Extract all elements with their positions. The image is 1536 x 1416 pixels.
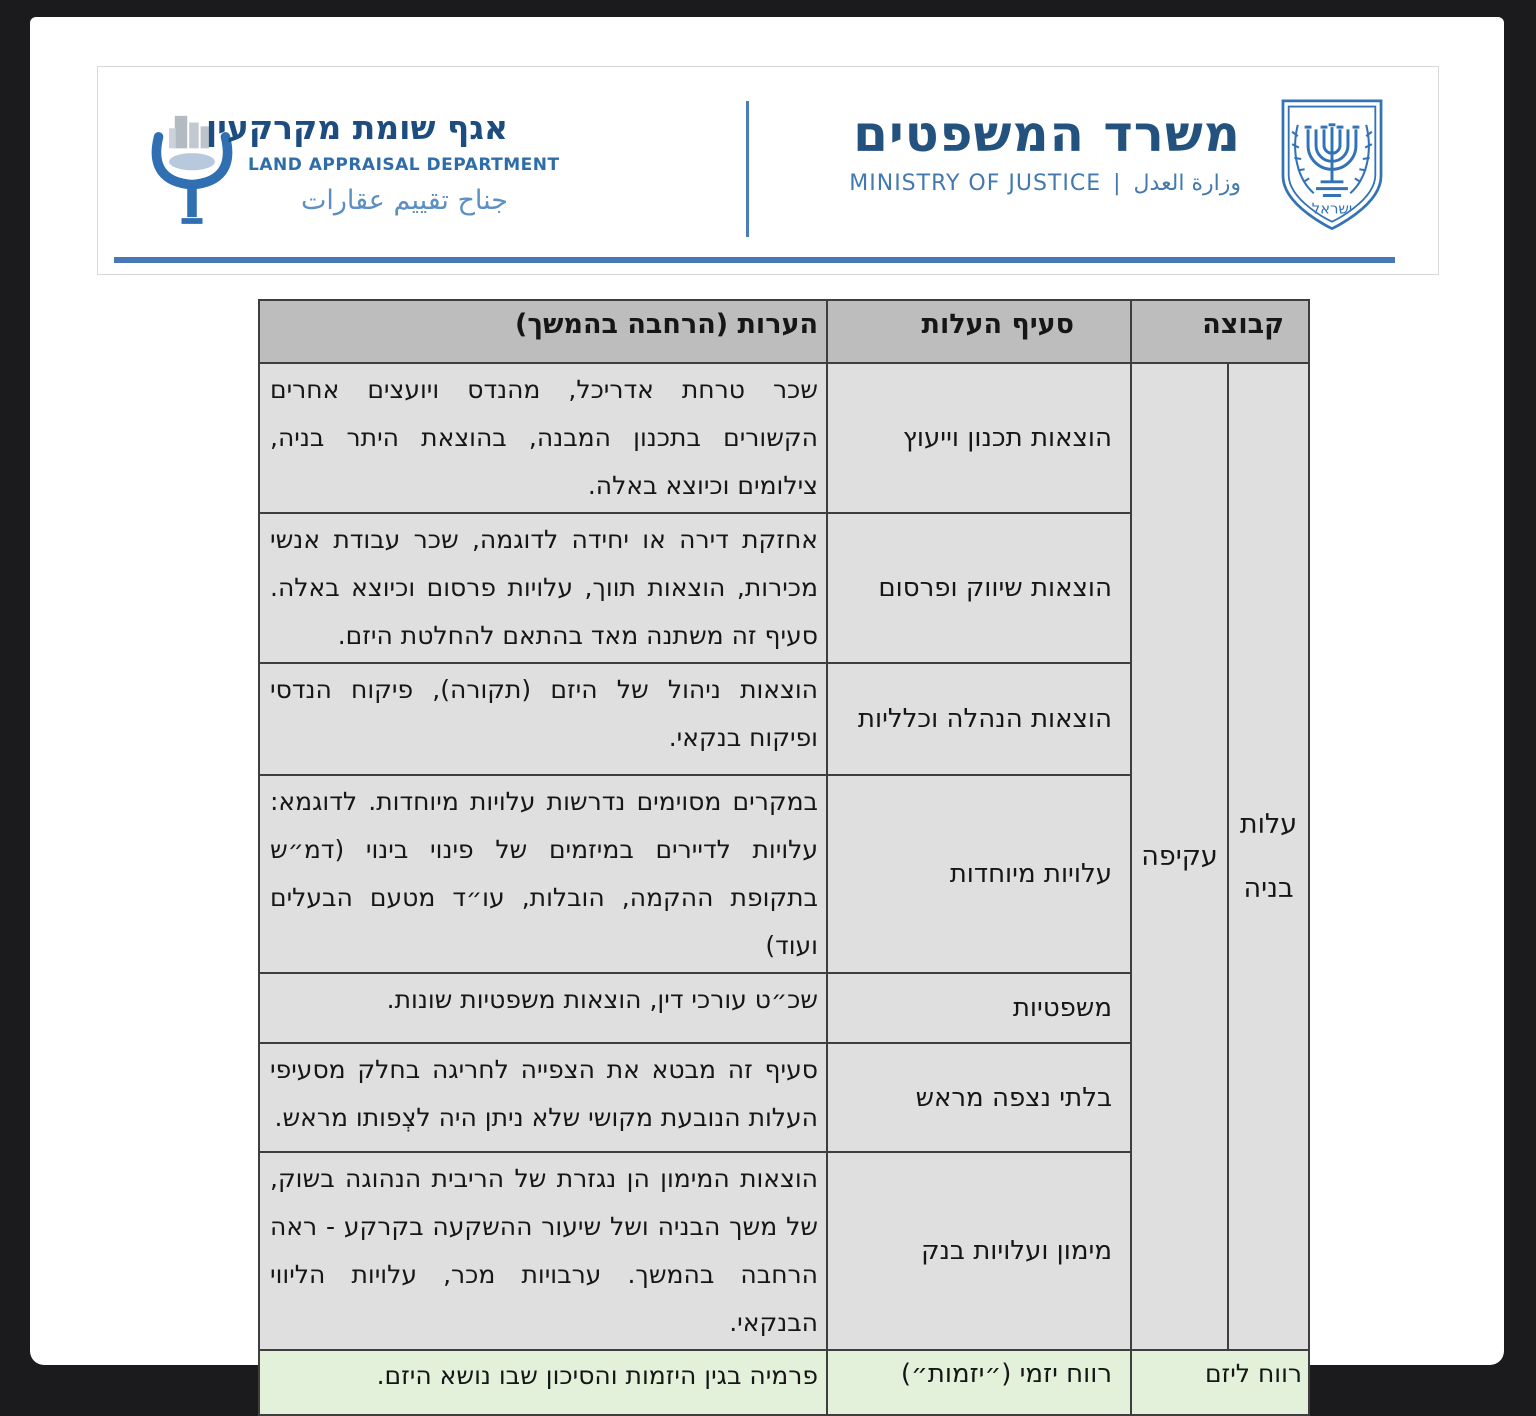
table-header-row	[259, 300, 1309, 363]
note-cell: שכ״ט עורכי דין, הוצאות משפטיות שונות.	[259, 973, 827, 1043]
ministry-subtitle-ar: وزارة العدل	[1133, 171, 1241, 196]
group-sub-cell: עקיפה	[1131, 363, 1228, 1350]
cost-item-cell: הוצאות הנהלה וכלליות	[827, 663, 1131, 775]
ministry-subtitle-separator: |	[1113, 171, 1122, 196]
cost-item-cell: הוצאות שיווק ופרסום	[827, 513, 1131, 663]
note-cell: במקרים מסוימים נדרשות עלויות מיוחדות. לדוגמא: עלויות לדיירים במיזמים של פינוי בינוי (דמ״ש בתקופת ההקמה, הובלות, עו״ד מטעם הבעלים ועוד)	[259, 775, 827, 973]
banner-rule	[114, 257, 1395, 263]
note-cell: אחזקת דירה או יחידה לדוגמה, שכר עבודת אנשי מכירות, הוצאות תווך, עלויות פרסום וכיוצא באלה. סעיף זה משתנה מאד בהתאם להחלטת היזם.	[259, 513, 827, 663]
department-subtitle-ar: جناح تقييم عقارات	[300, 185, 508, 216]
department-wordmark	[205, 105, 560, 223]
header-banner	[97, 66, 1439, 275]
header-cost-item: סעיף העלות	[827, 300, 1131, 363]
department-title: אגף שומת מקרקעין	[205, 108, 508, 147]
header-notes: הערות (הרחבה בהמשך)	[259, 300, 827, 363]
israel-state-emblem-icon	[1275, 97, 1389, 237]
ministry-wordmark	[849, 103, 1241, 196]
cost-item-cell: עלויות מיוחדות	[827, 775, 1131, 973]
note-cell: הוצאות המימון הן נגזרת של הריבית הנהוגה בשוק, של משך הבניה ושל שיעור ההשקעה בקרקע - ראה הרחבה בהמשך. ערבויות מכר, עלויות הליווי הבנקאי.	[259, 1152, 827, 1350]
note-cell: הוצאות ניהול של היזם (תקורה), פיקוח הנדסי ופיקוח בנקאי.	[259, 663, 827, 775]
cost-table	[258, 299, 1310, 1416]
department-subtitle-en: LAND APPRAISAL DEPARTMENT	[248, 155, 560, 175]
ministry-subtitle-en: MINISTRY OF JUSTICE	[849, 171, 1102, 196]
profit-row	[259, 1350, 1309, 1415]
ministry-subtitle	[849, 171, 1241, 196]
document-page	[30, 17, 1504, 1390]
table-row	[259, 363, 1309, 513]
profit-note-cell: פרמיה בגין היזמות והסיכון שבו נושא היזם.	[259, 1350, 827, 1415]
logo-divider	[746, 101, 749, 237]
profit-group-cell: רווח ליזם	[1131, 1350, 1309, 1415]
profit-item-cell: רווח יזמי (״יזמות״)	[827, 1350, 1131, 1415]
cost-item-cell: מימון ועלויות בנק	[827, 1152, 1131, 1350]
emblem-caption: ישראל	[1311, 200, 1353, 218]
header-group: קבוצה	[1131, 300, 1309, 363]
cost-item-cell: משפטיות	[827, 973, 1131, 1043]
ministry-title: משרד המשפטים	[853, 105, 1241, 163]
note-cell: שכר טרחת אדריכל, מהנדס ויועצים אחרים הקשורים בתכנון המבנה, בהוצאת היתר בניה, צילומים וכיוצא באלה.	[259, 363, 827, 513]
cost-item-cell: בלתי נצפה מראש	[827, 1043, 1131, 1152]
group-main-cell: עלות בניה	[1228, 363, 1309, 1350]
cost-item-cell: הוצאות תכנון וייעוץ	[827, 363, 1131, 513]
note-cell: סעיף זה מבטא את הצפייה לחריגה בחלק מסעיפי העלות הנובעת מקושי שלא ניתן היה לצְפותו מראש.	[259, 1043, 827, 1152]
